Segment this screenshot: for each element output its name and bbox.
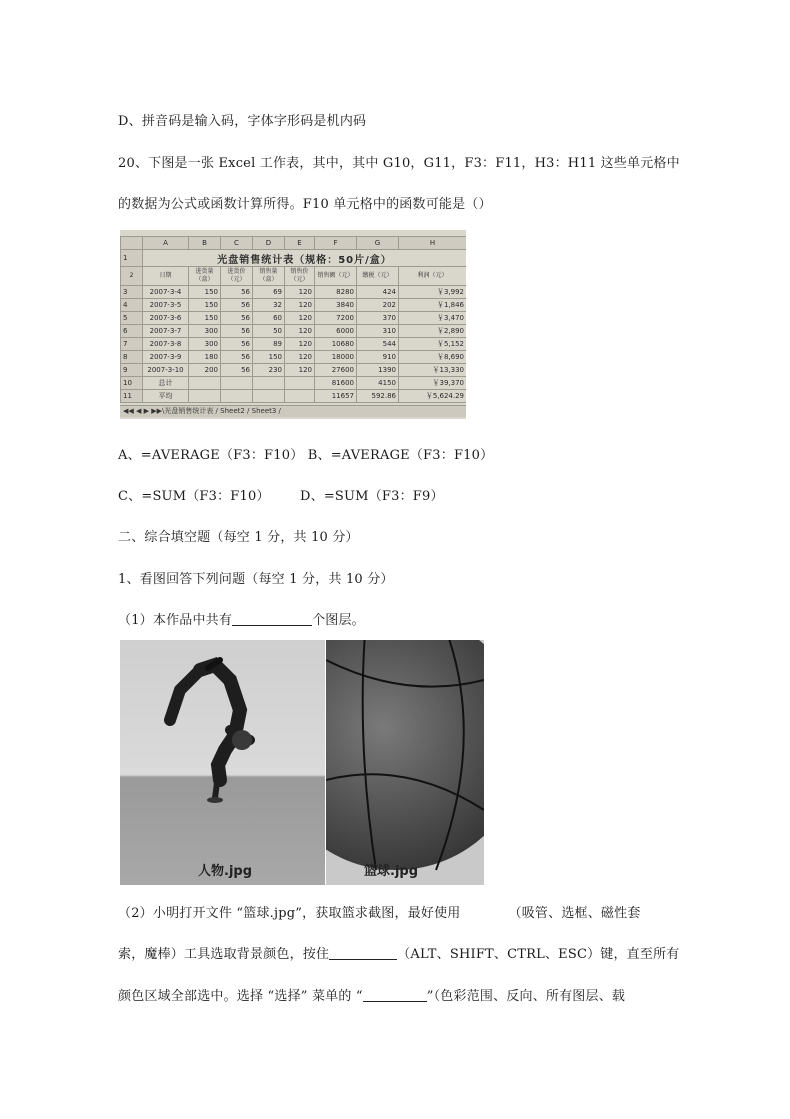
table-cell: 81600	[315, 377, 357, 390]
table-cell: 11657	[315, 390, 357, 403]
column-header: B	[189, 237, 221, 250]
table-cell: 2007-3-4	[143, 286, 189, 299]
table-cell: 89	[253, 338, 285, 351]
table-cell: 总计	[143, 377, 189, 390]
table-cell: 56	[221, 312, 253, 325]
sub2-text-3a: 颜色区域全部选中。选择 “选择” 菜单的 “	[118, 989, 363, 1004]
table-cell: 370	[357, 312, 399, 325]
table-row	[121, 299, 467, 312]
table-cell: ￥39,370	[399, 377, 467, 390]
table-cell	[189, 390, 221, 403]
table-cell: 56	[221, 351, 253, 364]
sub2-text-3b: ”（色彩范围、反向、所有图层、载	[426, 989, 626, 1004]
sub2-text-2a: 索，魔棒）工具选取背景颜色，按住	[118, 947, 330, 962]
table-cell	[189, 377, 221, 390]
table-cell: 2007-3-5	[143, 299, 189, 312]
column-header: E	[285, 237, 315, 250]
table-cell: 150	[253, 351, 285, 364]
row-number: 1	[121, 250, 143, 267]
table-cell: 60	[253, 312, 285, 325]
sheet-title: 光盘销售统计表（规格：50片/盒）	[143, 250, 467, 267]
section2-title: 二、综合填空题（每空 1 分，共 10 分）	[118, 530, 359, 545]
table-cell: 300	[189, 338, 221, 351]
row-number: 6	[121, 325, 143, 338]
table-cell	[253, 377, 285, 390]
row-number: 3	[121, 286, 143, 299]
table-cell: 910	[357, 351, 399, 364]
table-cell: 120	[285, 338, 315, 351]
table-cell: ￥3,992	[399, 286, 467, 299]
table-cell: 1390	[357, 364, 399, 377]
excel-sheet-photo	[120, 230, 466, 419]
table-cell: 424	[357, 286, 399, 299]
table-cell: ￥5,624.29	[399, 390, 467, 403]
table-row	[121, 338, 467, 351]
field-header: 销售额（元）	[315, 267, 357, 286]
table-cell	[285, 390, 315, 403]
table-cell	[285, 377, 315, 390]
q20-option-c: C、=SUM（F3：F10）	[118, 489, 270, 504]
field-header: 缴税（元）	[357, 267, 399, 286]
table-cell: 2007-3-8	[143, 338, 189, 351]
field-header: 进货价（元）	[221, 267, 253, 286]
table-cell: 56	[221, 325, 253, 338]
caption-person: 人物.jpg	[198, 864, 253, 879]
field-header: 利润（元）	[399, 267, 467, 286]
blank-menu-command[interactable]	[363, 987, 427, 1002]
row-number: 2	[121, 267, 143, 286]
table-cell: 120	[285, 364, 315, 377]
blank-key[interactable]	[329, 945, 397, 960]
table-row	[121, 286, 467, 299]
sub2-text-1a: （2）小明打开文件 “篮球.jpg”，获取篮求截图，最好使用	[118, 906, 461, 921]
table-cell: ￥2,890	[399, 325, 467, 338]
table-cell: 32	[253, 299, 285, 312]
table-cell: 56	[221, 338, 253, 351]
table-cell: 150	[189, 299, 221, 312]
basketball-figure	[326, 640, 484, 885]
basketball-photo	[326, 640, 484, 885]
table-cell: 180	[189, 351, 221, 364]
table-cell: 56	[221, 286, 253, 299]
column-header: F	[315, 237, 357, 250]
breakdancer-figure	[120, 640, 325, 885]
table-cell: 544	[357, 338, 399, 351]
table-cell: 69	[253, 286, 285, 299]
table-row	[121, 364, 467, 377]
field-header: 销售价（元）	[285, 267, 315, 286]
q20-stem-line2: 的数据为公式或函数计算所得。F10 单元格中的函数可能是（）	[118, 197, 492, 212]
row-number: 11	[121, 390, 143, 403]
table-row	[121, 351, 467, 364]
table-cell: 56	[221, 364, 253, 377]
table-row	[121, 390, 467, 403]
table-cell: 平均	[143, 390, 189, 403]
column-header	[121, 237, 143, 250]
row-number: 4	[121, 299, 143, 312]
table-cell: 120	[285, 286, 315, 299]
row-number: 8	[121, 351, 143, 364]
column-header: D	[253, 237, 285, 250]
q20-options-ab: A、=AVERAGE（F3：F10） B、=AVERAGE（F3：F10）	[118, 448, 494, 463]
sub1-before: （1）本作品中共有	[118, 613, 233, 628]
sub2-line3	[118, 985, 625, 1004]
column-header: H	[399, 237, 467, 250]
table-cell: 2007-3-6	[143, 312, 189, 325]
table-cell: 50	[253, 325, 285, 338]
table-cell: 300	[189, 325, 221, 338]
q20-option-d: D、=SUM（F3：F9）	[300, 489, 444, 504]
row-number: 9	[121, 364, 143, 377]
table-cell: 3840	[315, 299, 357, 312]
blank-layer-count[interactable]	[232, 611, 312, 626]
q19-option-d: D、拼音码是输入码，字体字形码是机内码	[118, 114, 367, 129]
table-cell: 2007-3-7	[143, 325, 189, 338]
table-cell: ￥13,330	[399, 364, 467, 377]
person-photo	[120, 640, 325, 885]
table-cell: 4150	[357, 377, 399, 390]
table-cell: 56	[221, 299, 253, 312]
row-number: 10	[121, 377, 143, 390]
table-cell: 202	[357, 299, 399, 312]
column-header: A	[143, 237, 189, 250]
table-cell: 150	[189, 312, 221, 325]
table-cell: 120	[285, 299, 315, 312]
table-cell: 2007-3-9	[143, 351, 189, 364]
table-cell: ￥5,152	[399, 338, 467, 351]
table-row	[121, 312, 467, 325]
table-cell: ￥1,846	[399, 299, 467, 312]
table-row	[121, 325, 467, 338]
sheet-tabs: ◀◀ ◀ ▶ ▶▶\光盘销售统计表 / Sheet2 / Sheet3 /	[120, 405, 466, 417]
table-row	[121, 377, 467, 390]
section2-q1-title: 1、看图回答下列问题（每空 1 分，共 10 分）	[118, 572, 394, 587]
table-cell: 310	[357, 325, 399, 338]
sub2-text-1b: （吸管、选框、磁性套	[508, 906, 641, 921]
column-header: C	[221, 237, 253, 250]
table-cell: ￥3,470	[399, 312, 467, 325]
table-cell: 120	[285, 325, 315, 338]
row-number: 7	[121, 338, 143, 351]
field-header: 销售量（盒）	[253, 267, 285, 286]
table-cell: 230	[253, 364, 285, 377]
caption-ball: 篮球.jpg	[364, 864, 419, 879]
sub2-line1	[118, 902, 641, 921]
table-cell: 6000	[315, 325, 357, 338]
field-header: 日期	[143, 267, 189, 286]
table-cell	[253, 390, 285, 403]
table-cell	[221, 377, 253, 390]
sub2-line2	[118, 943, 680, 962]
column-header: G	[357, 237, 399, 250]
table-cell: 27600	[315, 364, 357, 377]
table-cell	[221, 390, 253, 403]
table-cell: 120	[285, 351, 315, 364]
table-cell: 2007-3-10	[143, 364, 189, 377]
table-cell: 18000	[315, 351, 357, 364]
sub1-line	[118, 609, 365, 628]
sub2-text-2b: （ALT、SHIFT、CTRL、ESC）键，直至所有	[397, 947, 680, 962]
table-cell: 200	[189, 364, 221, 377]
sub1-after: 个图层。	[312, 613, 365, 628]
table-cell: 7200	[315, 312, 357, 325]
sales-table	[120, 236, 466, 403]
table-cell: 120	[285, 312, 315, 325]
table-cell: ￥8,690	[399, 351, 467, 364]
table-cell: 150	[189, 286, 221, 299]
row-number: 5	[121, 312, 143, 325]
table-cell: 592.86	[357, 390, 399, 403]
field-header: 进货量（盒）	[189, 267, 221, 286]
table-cell: 8280	[315, 286, 357, 299]
table-cell: 10680	[315, 338, 357, 351]
q20-stem-line1: 20、下图是一张 Excel 工作表，其中，其中 G10，G11，F3：F11，H3：H11 这些单元格中	[118, 156, 680, 171]
